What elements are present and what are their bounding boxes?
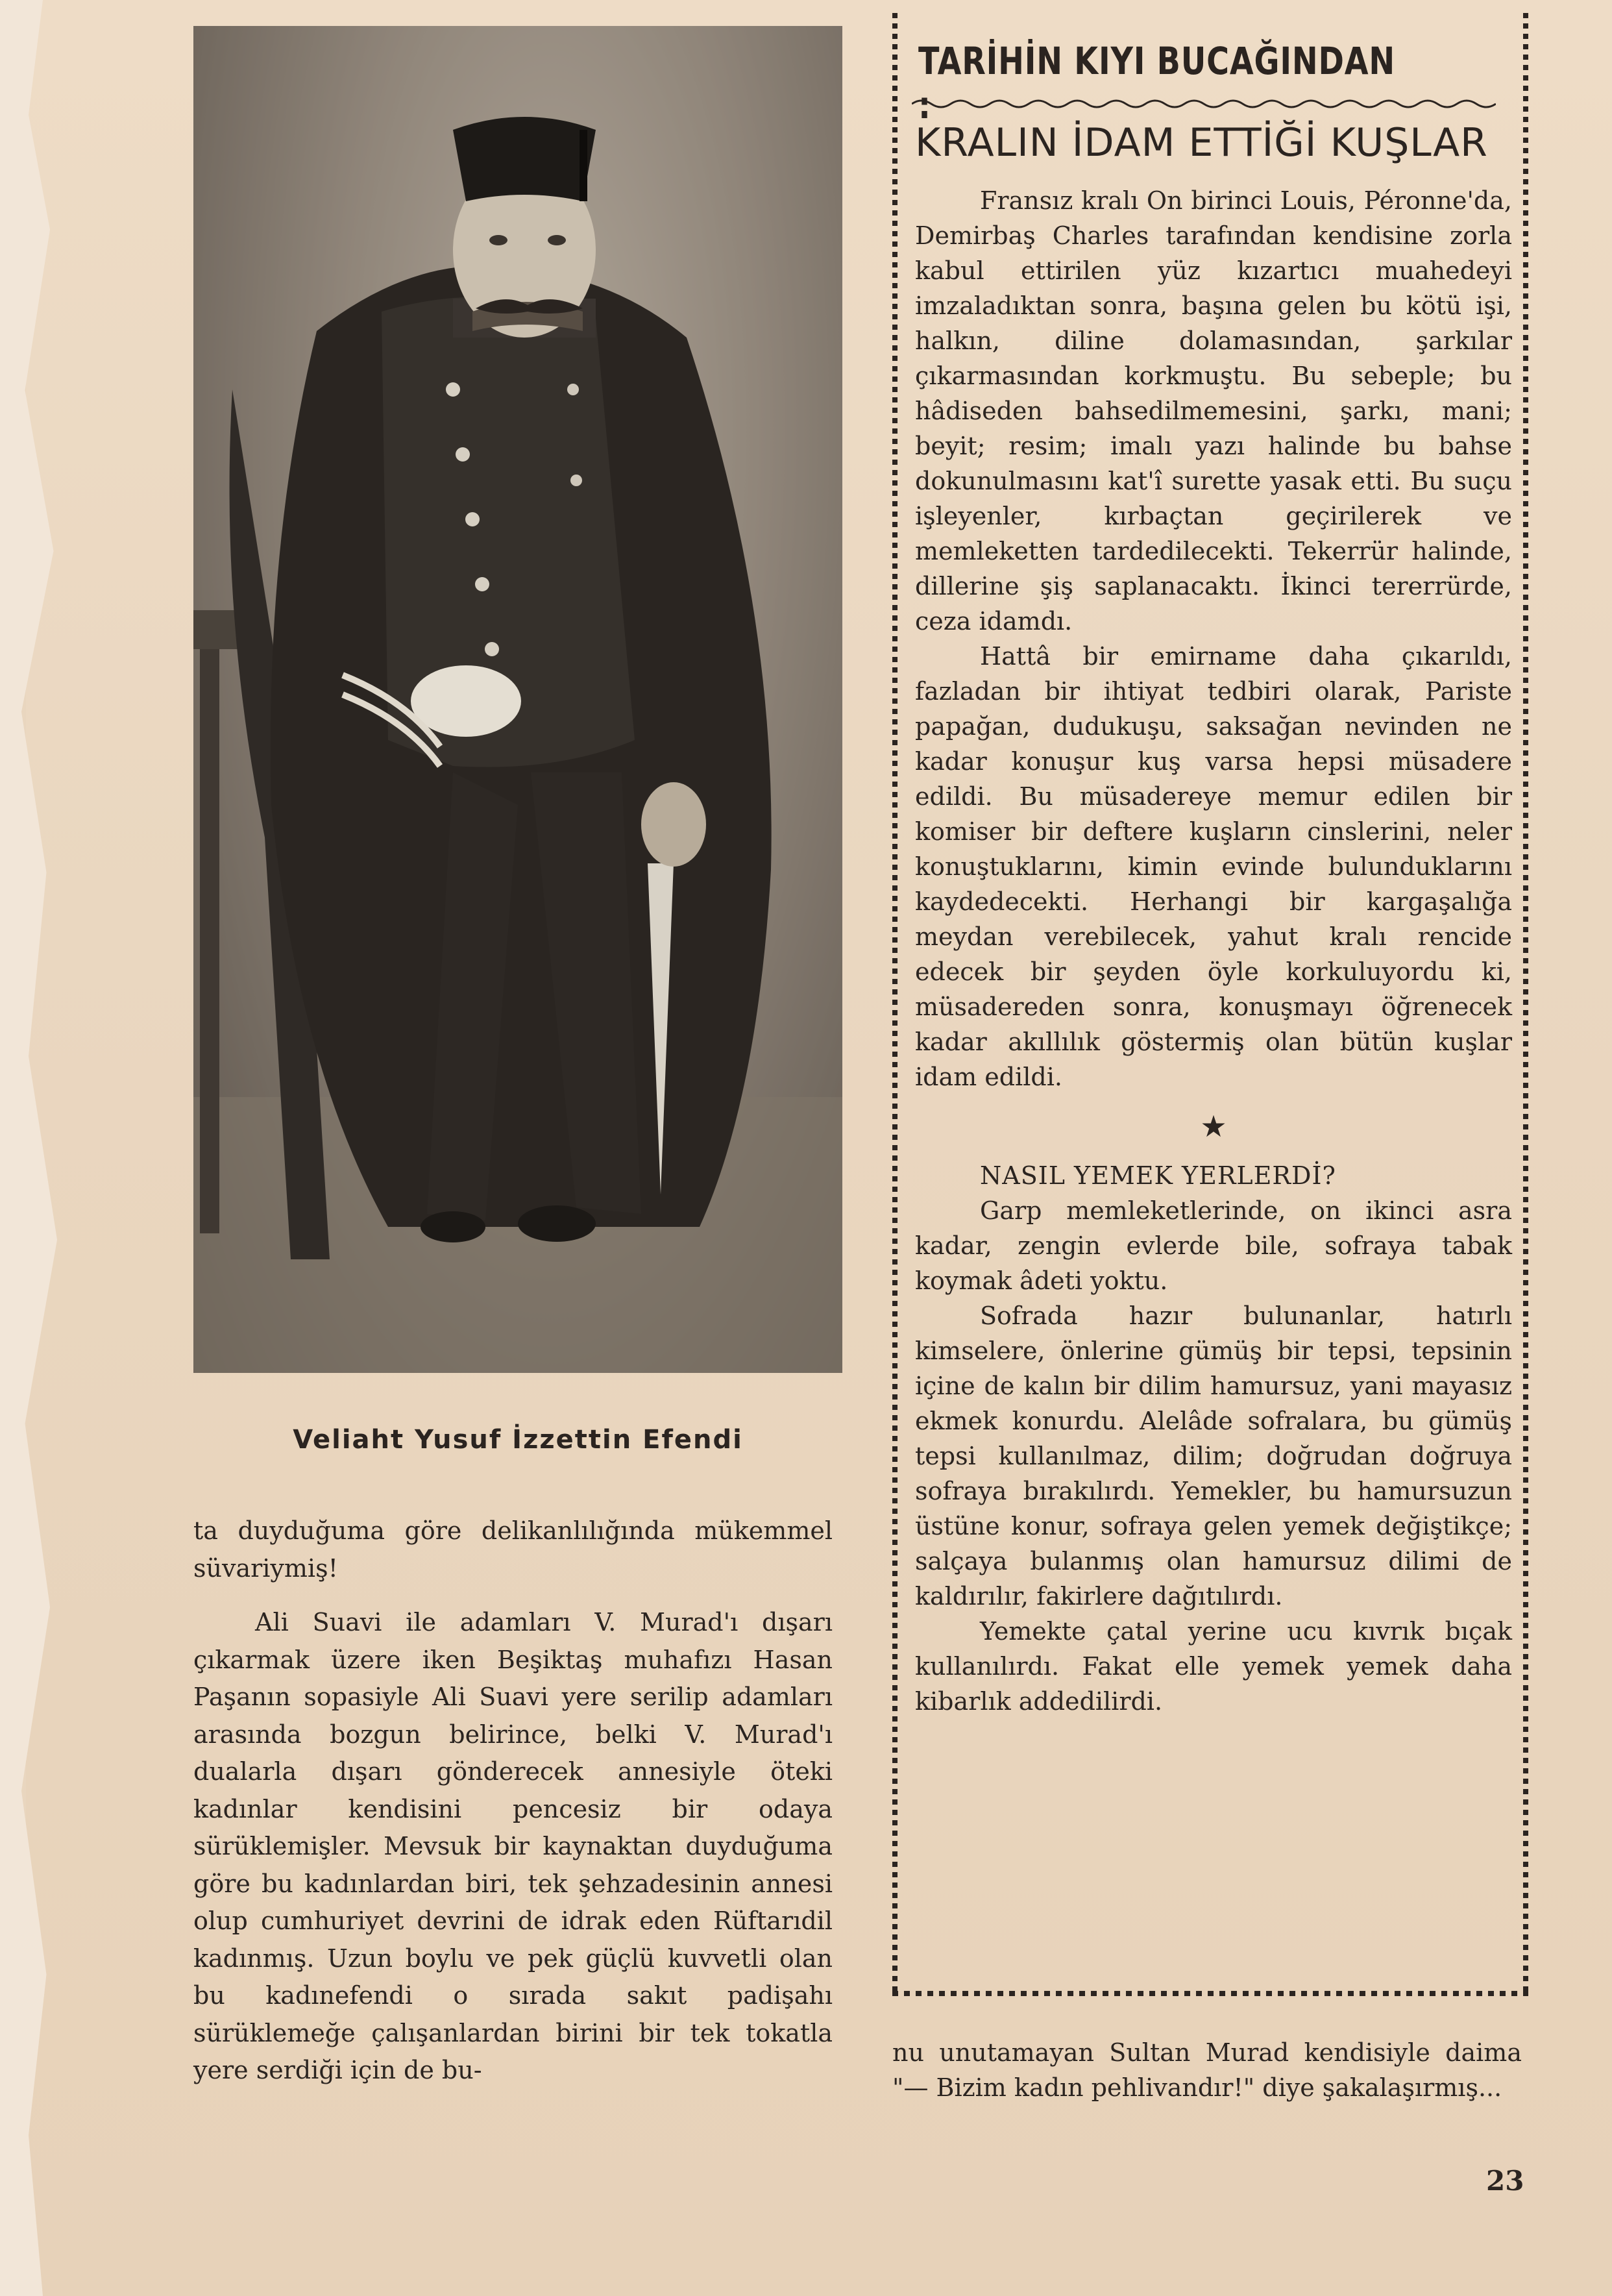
box-border-right xyxy=(1523,13,1528,1996)
left-paragraph: Ali Suavi ile adamları V. Murad'ı dışarı çıkarmak üzere iken Beşiktaş muhafızı Hasan Paşanın sopasiyle Ali Suavi yere serilip adamları arasında bozgun belirince, belki V. Murad'ı dualarla dışarı gönderecek annesiyle öteki kadınlar kendisini pencesiz bir odaya sürüklemişler. Mevsuk bir kaynaktan duyduğuma göre bu kadınlardan biri, tek şehzadesinin annesi olup cumhuriyet devrini de idrak eden Rüftarıdil kadınmış. Uzun boylu ve pek güçlü kuvvetli olan bu kadınefendi o sırada sakıt padişahı sürüklemeğe çalışanlardan birini bir tek tokatla yere serdiği için de bu- xyxy=(193,1608,833,2084)
sidebar-box xyxy=(892,13,1528,1996)
box-border-left xyxy=(892,13,898,1996)
article-headline: KRALIN İDAM ETTİĞİ KUŞLAR xyxy=(915,120,1488,166)
page-number: 23 xyxy=(1486,2165,1524,2197)
sidebar-paragraph: Yemekte çatal yerine ucu kıvrık bıçak kullanılırdı. Fakat elle yemek yemek daha kibarlık addedilirdi. xyxy=(915,1617,1512,1716)
sidebar-paragraph: Garp memleketlerinde, on ikinci asra kadar, zengin evlerde bile, sofraya tabak koymak âdeti yoktu. xyxy=(915,1196,1512,1295)
star-separator: ★ xyxy=(1200,1109,1227,1144)
sidebar-paragraph: Fransız kralı On birinci Louis, Péronne'da, Demirbaş Charles tarafından kendisine zorla kabul ettirilen yüz kızartıcı muahedeyi imzaladıktan sonra, başına gelen bu kötü işi, halkın, diline dolamasından, şarkılar çıkarmasından korkmuştu. Bu sebeple; bu hâdiseden bahsedilmemesini, şarkı, mani; beyit; resim; imalı yazı halinde bu bahse dokunulmasını kat'î surette yasak etti. Bu suçu işleyenler, kırbaçtan geçirilerek ve memleketten tardedilecekti. Tekerrür halinde, dillerine şiş saplanacaktı. İkinci tererrürde, ceza idamdı. xyxy=(915,186,1512,636)
sidebar-paragraph: Sofrada hazır bulunanlar, hatırlı kimselere, önlerine gümüş bir tepsi, tepsinin içine de kalın bir dilim hamursuz, yani mayasız ekmek konurdu. Alelâde sofralara, bu gümüş tepsi kullanılmaz, dilim; doğrudan doğruya sofraya bırakılırdı. Yemekler, bu hamursuzun üstüne konur, sofraya gelen yemek değiştikçe; salçaya bulanmış olan hamursuz dilimi de kaldırılır, fakirlere dağıtılırdı. xyxy=(915,1302,1512,1611)
sub-headline: NASIL YEMEK YERLERDİ? xyxy=(980,1161,1336,1190)
section-kicker: TARİHİN KIYI BUCAĞINDAN : xyxy=(918,39,1396,127)
left-paragraph: ta duyduğuma göre delikanlılığında mükemmel süvariymiş! xyxy=(193,1516,833,1583)
sidebar-body xyxy=(915,183,1512,1719)
sidebar-paragraph: Hattâ bir emirname daha çıkarıldı, fazladan bir ihtiyat tedbiri olarak, Pariste papağan, dudukuşu, saksağan nevinden ne kadar konuşur kuş varsa hepsi müsadere edildi. Bu müsadereye memur edilen bir komiser bir deftere kuşların cinslerini, neler konuştuklarını, kimin evinde bulunduklarını kaydedecekti. Herhangi bir kargaşalığa meydan verebilecek, yahut kralı rencide edecek bir şeyden öyle korkuluyordu ki, müsadereden sonra, konuşmayı öğrenecek kadar akıllılık göstermiş olan bütün kuşlar idam edildi. xyxy=(915,642,1512,1091)
left-column-text xyxy=(193,1512,833,2090)
continuation-paragraph: nu unutamayan Sultan Murad kendisiyle daima "— Bizim kadın pehlivandır!" diye şakalaşırmış... xyxy=(892,2038,1522,2102)
portrait-illustration xyxy=(193,26,842,1373)
wavy-rule xyxy=(912,97,1496,110)
photo-caption: Veliaht Yusuf İzzettin Efendi xyxy=(293,1425,743,1455)
portrait-photo xyxy=(193,26,842,1373)
box-border-bottom xyxy=(892,1991,1528,1996)
right-column-continuation xyxy=(892,2035,1522,2105)
